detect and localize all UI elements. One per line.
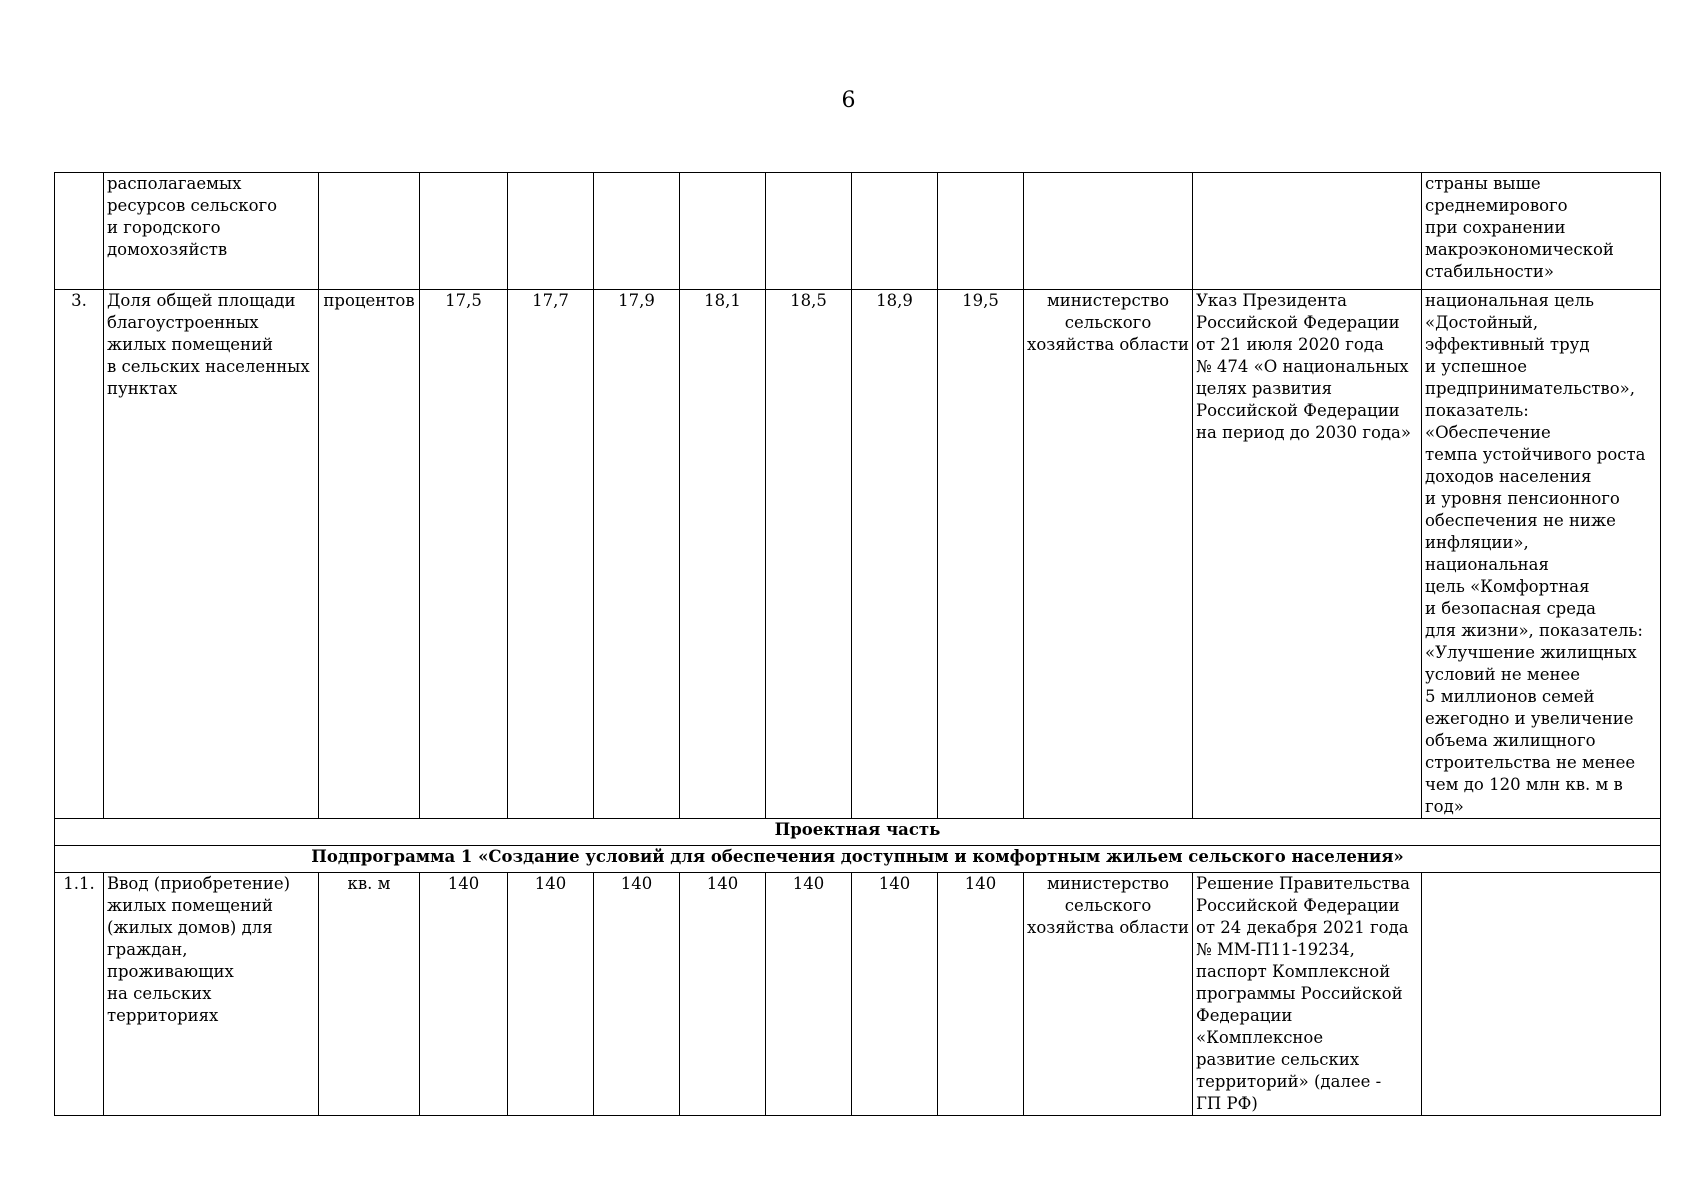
value-cell: 17,9 — [594, 290, 680, 819]
value-cell: 19,5 — [938, 290, 1024, 819]
document-cell — [1193, 173, 1422, 290]
unit-cell — [319, 173, 420, 290]
section-row — [55, 819, 1661, 846]
value-cell — [766, 173, 852, 290]
value-cell — [852, 173, 938, 290]
value-cell — [420, 173, 508, 290]
unit-cell: процентов — [319, 290, 420, 819]
responsible-cell: министерство сельского хозяйства области — [1024, 290, 1193, 819]
indicator-name: располагаемых ресурсов сельского и городского домохозяйств — [104, 173, 319, 290]
responsible-cell — [1024, 173, 1193, 290]
value-cell: 140 — [594, 873, 680, 1116]
value-cell: 18,9 — [852, 290, 938, 819]
value-cell: 18,5 — [766, 290, 852, 819]
value-cell: 140 — [680, 873, 766, 1116]
value-cell: 140 — [420, 873, 508, 1116]
value-cell: 140 — [508, 873, 594, 1116]
goal-cell: национальная цель «Достойный, эффективный труд и успешное предпринимательство», показатель: «Обеспечение темпа устойчивого роста доходов населения и уровня пенсионного обеспечения не ниже инфляции», национальная цель «Комфортная и безопасная среда для жизни», показатель: «Улучшение жилищных условий не менее 5 миллионов семей ежегодно и увеличение объема жилищного строительства не менее чем до 120 млн кв. м в год» — [1422, 290, 1661, 819]
indicator-name: Доля общей площади благоустроенных жилых помещений в сельских населенных пунктах — [104, 290, 319, 819]
subprogram-heading: Подпрограмма 1 «Создание условий для обеспечения доступным и комфортным жильем сельского населения» — [55, 846, 1661, 873]
page-number: 6 — [841, 88, 856, 113]
goal-cell: страны выше среднемирового при сохранении макроэкономической стабильности» — [1422, 173, 1661, 290]
value-cell: 140 — [766, 873, 852, 1116]
section-heading: Проектная часть — [55, 819, 1661, 846]
value-cell: 18,1 — [680, 290, 766, 819]
row-number — [55, 173, 104, 290]
unit-cell: кв. м — [319, 873, 420, 1116]
indicator-name: Ввод (приобретение) жилых помещений (жилых домов) для граждан, проживающих на сельских территориях — [104, 873, 319, 1116]
value-cell: 17,7 — [508, 290, 594, 819]
value-cell: 140 — [938, 873, 1024, 1116]
value-cell — [508, 173, 594, 290]
row-number: 1.1. — [55, 873, 104, 1116]
indicators-table — [54, 172, 1661, 1116]
goal-cell — [1422, 873, 1661, 1116]
responsible-cell: министерство сельского хозяйства области — [1024, 873, 1193, 1116]
value-cell — [680, 173, 766, 290]
value-cell — [938, 173, 1024, 290]
subprogram-row — [55, 846, 1661, 873]
row-number: 3. — [55, 290, 104, 819]
table-row — [55, 290, 1661, 819]
document-cell: Решение Правительства Российской Федерации от 24 декабря 2021 года № ММ-П11-19234, паспорт Комплексной программы Российской Федерации «Комплексное развитие сельских территорий» (далее - ГП РФ) — [1193, 873, 1422, 1116]
document-cell: Указ Президента Российской Федерации от 21 июля 2020 года № 474 «О национальных целях развития Российской Федерации на период до 2030 года» — [1193, 290, 1422, 819]
table-row — [55, 173, 1661, 290]
table-row — [55, 873, 1661, 1116]
value-cell: 17,5 — [420, 290, 508, 819]
value-cell: 140 — [852, 873, 938, 1116]
value-cell — [594, 173, 680, 290]
